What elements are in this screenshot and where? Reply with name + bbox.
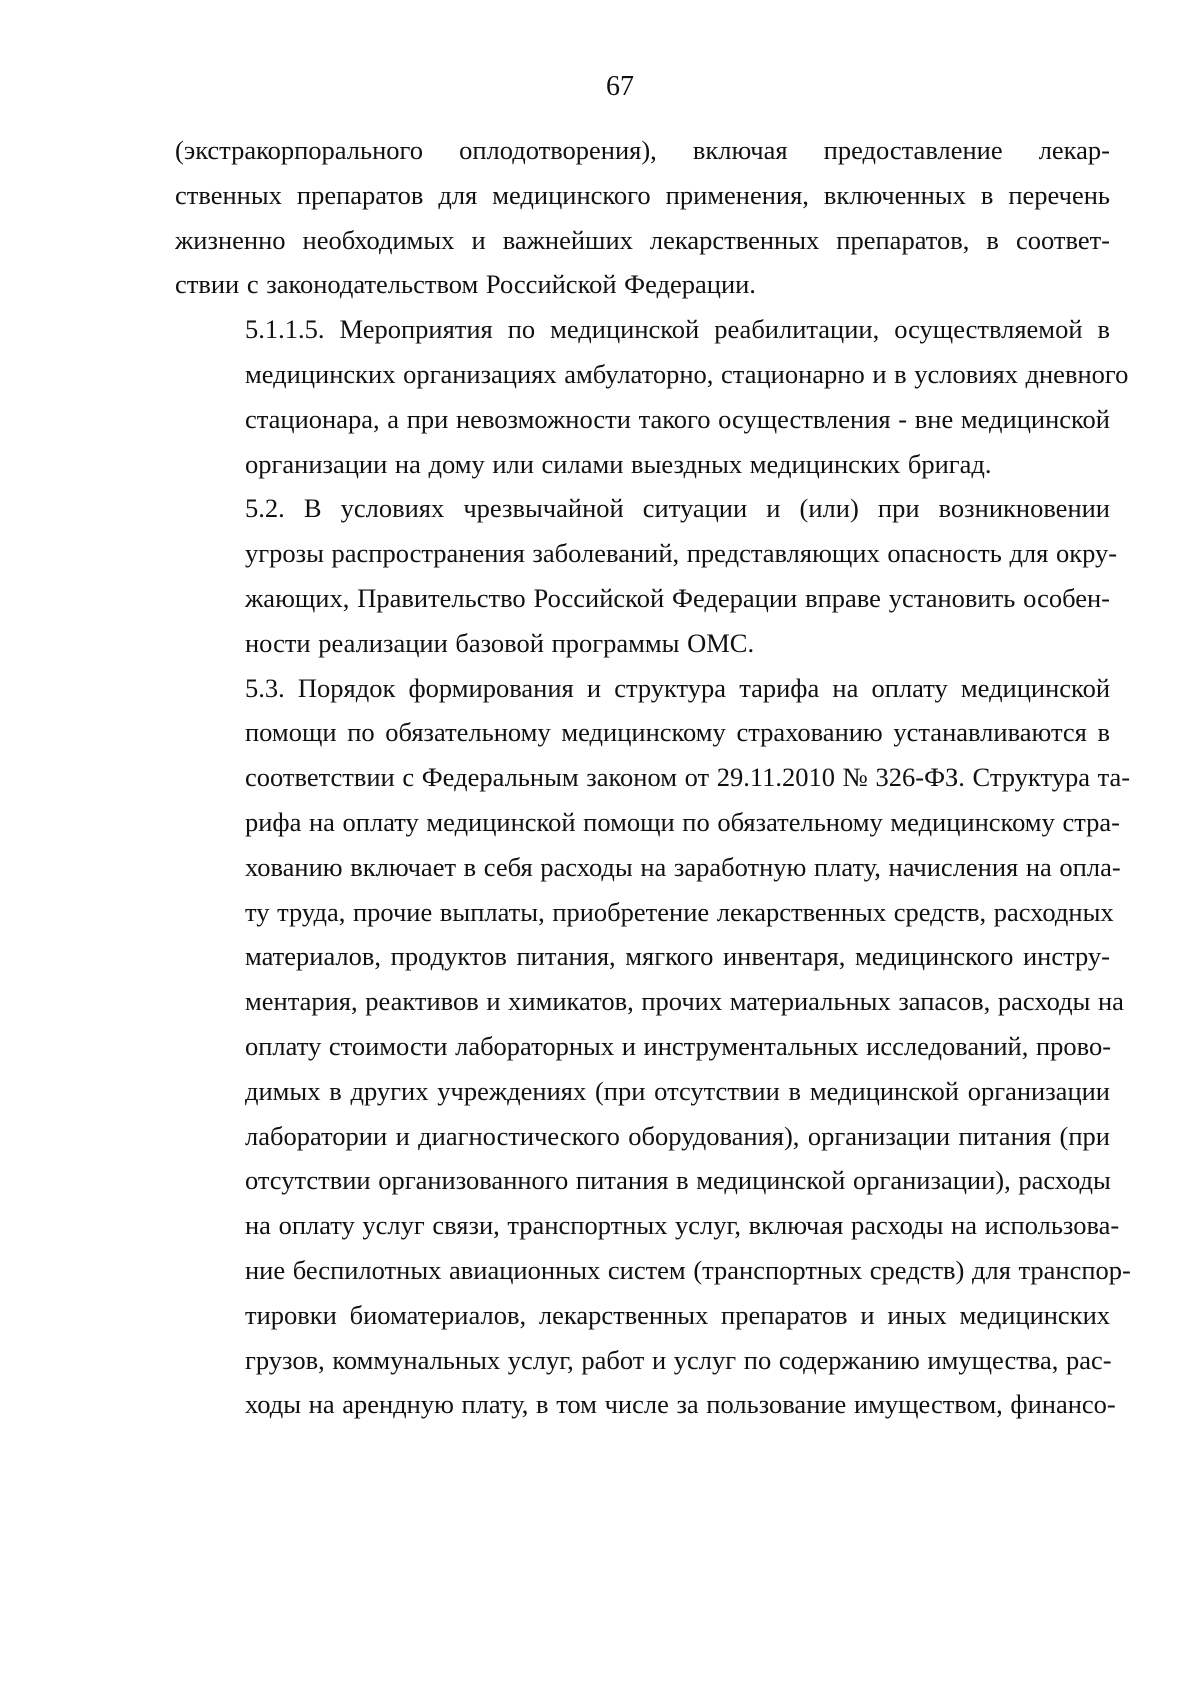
text-line: материалов, продуктов питания, мягкого инвентаря, медицинского инстру-	[245, 941, 1110, 972]
text-line: жающих, Правительство Российской Федерации вправе установить особен-	[245, 582, 1110, 613]
text-line: на оплату услуг связи, транспортных услуг, включая расходы на использова-	[245, 1210, 1120, 1241]
text-line: ходы на арендную плату, в том числе за пользование имуществом, финансо-	[245, 1389, 1116, 1420]
text-line: 5.3. Порядок формирования и структура тарифа на оплату медицинской	[245, 672, 1110, 703]
text-line: стационара, а при невозможности такого осуществления - вне медицинской	[245, 403, 1110, 434]
text-line: угрозы распространения заболеваний, представляющих опасность для окру-	[245, 538, 1118, 569]
text-line: 5.2. В условиях чрезвычайной ситуации и (или) при возникновении	[245, 493, 1110, 524]
text-line: организации на дому или силами выездных медицинских бригад.	[245, 448, 992, 479]
text-line: соответствии с Федеральным законом от 29.11.2010 № 326-ФЗ. Структура та-	[245, 762, 1131, 793]
paragraph	[175, 307, 1129, 486]
text-line: 5.1.1.5. Мероприятия по медицинской реабилитации, осуществляемой в	[245, 314, 1110, 345]
text-line: ту труда, прочие выплаты, приобретение лекарственных средств, расходных	[245, 896, 1114, 927]
text-line: димых в других учреждениях (при отсутствии в медицинской организации	[245, 1075, 1110, 1106]
text-line: ние беспилотных авиационных систем (транспортных средств) для транспор-	[245, 1254, 1131, 1285]
text-line: отсутствии организованного питания в медицинской организации), расходы	[245, 1165, 1111, 1196]
text-line: хованию включает в себя расходы на заработную плату, начисления на опла-	[245, 851, 1121, 882]
text-line: оплату стоимости лабораторных и инструментальных исследований, прово-	[245, 1030, 1112, 1061]
text-line: грузов, коммунальных услуг, работ и услуг по содержанию имущества, рас-	[245, 1344, 1112, 1375]
paragraph	[175, 666, 1131, 1428]
text-line: ствии с законодательством Российской Федерации.	[175, 269, 756, 300]
text-line: ности реализации базовой программы ОМС.	[245, 627, 755, 658]
text-line: жизненно необходимых и важнейших лекарственных препаратов, в соответ-	[175, 224, 1110, 255]
text-line: (экстракорпорального оплодотворения), включая предоставление лекар-	[175, 135, 1110, 165]
text-line: помощи по обязательному медицинскому страхованию устанавливаются в	[245, 717, 1110, 748]
text-line: тировки биоматериалов, лекарственных препаратов и иных медицинских	[245, 1299, 1110, 1330]
page-number: 67	[606, 71, 634, 102]
body-text	[175, 128, 1131, 1427]
text-line: ственных препаратов для медицинского применения, включенных в перечень	[175, 179, 1110, 210]
text-line: рифа на оплату медицинской помощи по обязательному медицинскому стра-	[245, 806, 1120, 837]
paragraph	[175, 486, 1118, 665]
text-line: медицинских организациях амбулаторно, стационарно и в условиях дневного	[245, 358, 1129, 389]
paragraph	[175, 128, 1110, 307]
text-line: лаборатории и диагностического оборудования), организации питания (при	[245, 1120, 1110, 1151]
text-line: ментария, реактивов и химикатов, прочих материальных запасов, расходы на	[245, 986, 1124, 1017]
